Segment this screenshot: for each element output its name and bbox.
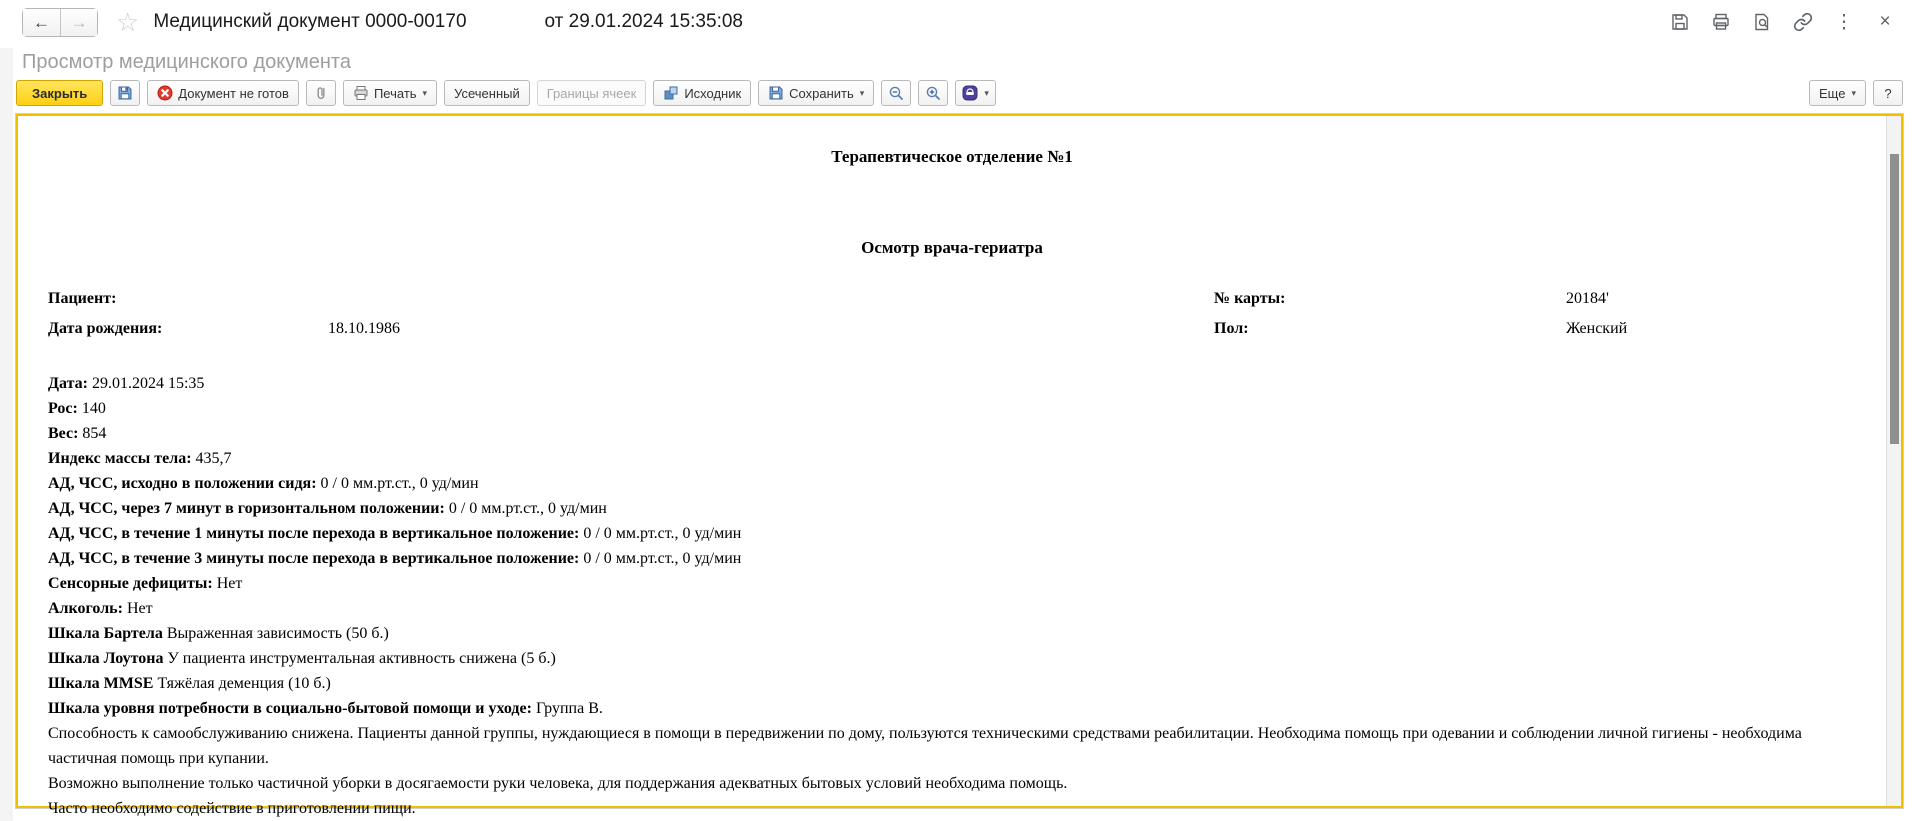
window-title-date: от 29.01.2024 15:35:08 <box>544 11 743 32</box>
document-paragraph: Возможно выполнение только частичной уборки в досягаемости руки человека, для поддержания адекватных бытовых условий необходима помощь. <box>48 775 1068 792</box>
document-line: Индекс массы тела: 435,7 <box>48 450 232 467</box>
zoom-out-button[interactable] <box>881 80 911 106</box>
preview-icon[interactable] <box>1750 10 1774 34</box>
more-button[interactable]: Еще ▾ <box>1809 80 1866 106</box>
document-line: АД, ЧСС, исходно в положении сидя: 0 / 0 мм.рт.ст., 0 уд/мин <box>48 475 479 492</box>
vertical-scrollbar[interactable] <box>1886 116 1901 806</box>
link-icon[interactable] <box>1791 10 1815 34</box>
chevron-down-icon: ▾ <box>422 87 428 98</box>
document-line: Шкала Бартела Выраженная зависимость (50 б.) <box>48 625 389 642</box>
document-line: Вес: 854 <box>48 425 107 442</box>
cell-borders-button: Границы ячеек <box>537 80 647 106</box>
document-viewport[interactable] <box>16 114 1903 817</box>
document-line: Рос: 140 <box>48 400 106 417</box>
window-titlebar <box>0 0 1919 44</box>
document-content <box>18 116 1886 817</box>
help-button[interactable]: ? <box>1873 80 1903 106</box>
attachment-button[interactable] <box>306 80 336 106</box>
floppy-icon <box>768 85 784 101</box>
close-icon[interactable]: × <box>1873 10 1897 34</box>
document-line: Дата: 29.01.2024 15:35 <box>48 375 205 392</box>
left-margin-strip <box>0 48 13 821</box>
source-icon <box>663 85 679 101</box>
department-title: Терапевтическое отделение №1 <box>831 147 1073 166</box>
zoom-in-button[interactable] <box>918 80 948 106</box>
truncated-button[interactable]: Усеченный <box>444 80 530 106</box>
back-button[interactable]: ← <box>23 9 60 36</box>
document-line: АД, ЧСС, в течение 3 минуты после перехода в вертикальное положение: 0 / 0 мм.рт.ст., 0 уд/мин <box>48 550 742 567</box>
forward-button[interactable]: → <box>60 9 97 36</box>
stamp-menu-button[interactable] <box>955 80 996 106</box>
document-paragraph: Способность к самообслуживанию снижена. Пациенты данной группы, нуждающиеся в помощи в передвижении по дому, пользуются техническими средствами реабилитации. Необходима помощь при одевании и соблюдении личной гигиены - необходима частичная помощь при купании. <box>48 725 1802 767</box>
window-title: Медицинский документ 0000-00170 <box>153 11 467 32</box>
patient-fields <box>18 286 1886 346</box>
source-button[interactable]: Исходник <box>653 80 751 106</box>
print-icon[interactable] <box>1709 10 1733 34</box>
save-button[interactable] <box>110 80 140 106</box>
birthdate-label: Дата рождения: <box>48 320 163 337</box>
document-line: АД, ЧСС, в течение 1 минуты после перехода в вертикальное положение: 0 / 0 мм.рт.ст., 0 уд/мин <box>48 525 742 542</box>
chevron-down-icon: ▾ <box>859 87 865 98</box>
chevron-down-icon: ▾ <box>984 87 989 98</box>
document-line: Шкала уровня потребности в социально-бытовой помощи и уходе: Группа В. <box>48 700 603 717</box>
document-line: Шкала MMSE Тяжёлая деменция (10 б.) <box>48 675 331 692</box>
print-button[interactable]: Печать ▾ <box>343 80 437 106</box>
card-number-label: № карты: <box>1214 290 1286 307</box>
sex-value: Женский <box>1566 320 1628 337</box>
page-title: Просмотр медицинского документа <box>22 51 351 73</box>
not-ready-icon <box>157 85 173 101</box>
printer-icon <box>353 85 369 101</box>
history-nav <box>22 8 98 37</box>
chevron-down-icon: ▾ <box>1851 87 1856 98</box>
stamp-icon <box>962 85 978 101</box>
patient-label: Пациент: <box>48 290 117 307</box>
document-line: Шкала Лоутона У пациента инструментальная активность снижена (5 б.) <box>48 650 556 667</box>
paperclip-icon <box>318 88 324 98</box>
favorite-star-icon[interactable]: ☆ <box>116 7 140 37</box>
document-not-ready-button[interactable]: Документ не готов <box>147 80 299 106</box>
scrollbar-thumb[interactable] <box>1890 154 1899 444</box>
card-number-value: 20184' <box>1566 290 1609 307</box>
document-line: Сенсорные дефициты: Нет <box>48 575 243 592</box>
exam-title: Осмотр врача-гериатра <box>861 238 1043 257</box>
document-line: АД, ЧСС, через 7 минут в горизонтальном положении: 0 / 0 мм.рт.ст., 0 уд/мин <box>48 500 607 517</box>
close-document-button[interactable]: Закрыть <box>16 80 103 106</box>
birthdate-value: 18.10.1986 <box>328 320 400 337</box>
document-paragraph: Часто необходимо содействие в приготовлении пищи. <box>48 800 416 817</box>
sex-label: Пол: <box>1214 320 1249 337</box>
window-actions <box>1668 0 1897 44</box>
menu-icon[interactable]: ⋮ <box>1832 10 1856 34</box>
save-icon[interactable] <box>1668 10 1692 34</box>
command-bar <box>16 80 1903 108</box>
save-as-button[interactable]: Сохранить ▾ <box>758 80 874 106</box>
document-line: Алкоголь: Нет <box>48 600 153 617</box>
